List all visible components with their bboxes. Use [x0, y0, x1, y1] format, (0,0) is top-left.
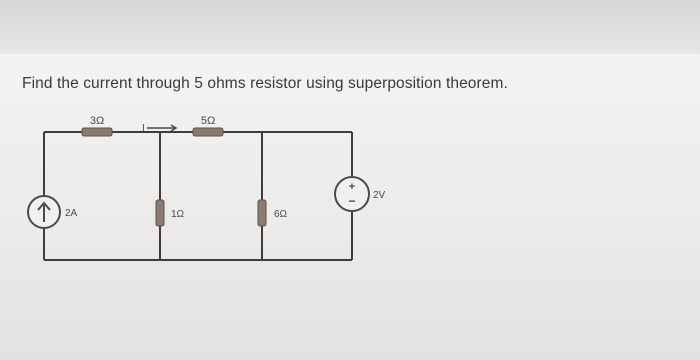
- current-label: I: [142, 123, 145, 134]
- svg-text:+: +: [348, 181, 356, 193]
- svg-text:−: −: [348, 194, 356, 208]
- resistor-6-ohm-label: 6Ω: [274, 209, 288, 220]
- current-source-label: 2A: [65, 208, 78, 219]
- circuit-wires: [44, 132, 352, 260]
- question-text: Find the current through 5 ohms resistor using superposition theorem.: [22, 75, 508, 92]
- resistor-3-ohm: [82, 128, 112, 136]
- resistor-5-ohm: [193, 128, 223, 136]
- resistor-6-ohm: [258, 200, 266, 226]
- current-arrow: [147, 125, 176, 131]
- current-source: [28, 196, 60, 228]
- resistor-1-ohm: [156, 200, 164, 226]
- voltage-source: [335, 177, 369, 211]
- resistor-3-ohm-label: 3Ω: [89, 115, 105, 127]
- voltage-source-label: 2V: [373, 190, 386, 201]
- resistor-5-ohm-label: 5Ω: [200, 115, 216, 127]
- resistor-1-ohm-label: 1Ω: [171, 209, 185, 220]
